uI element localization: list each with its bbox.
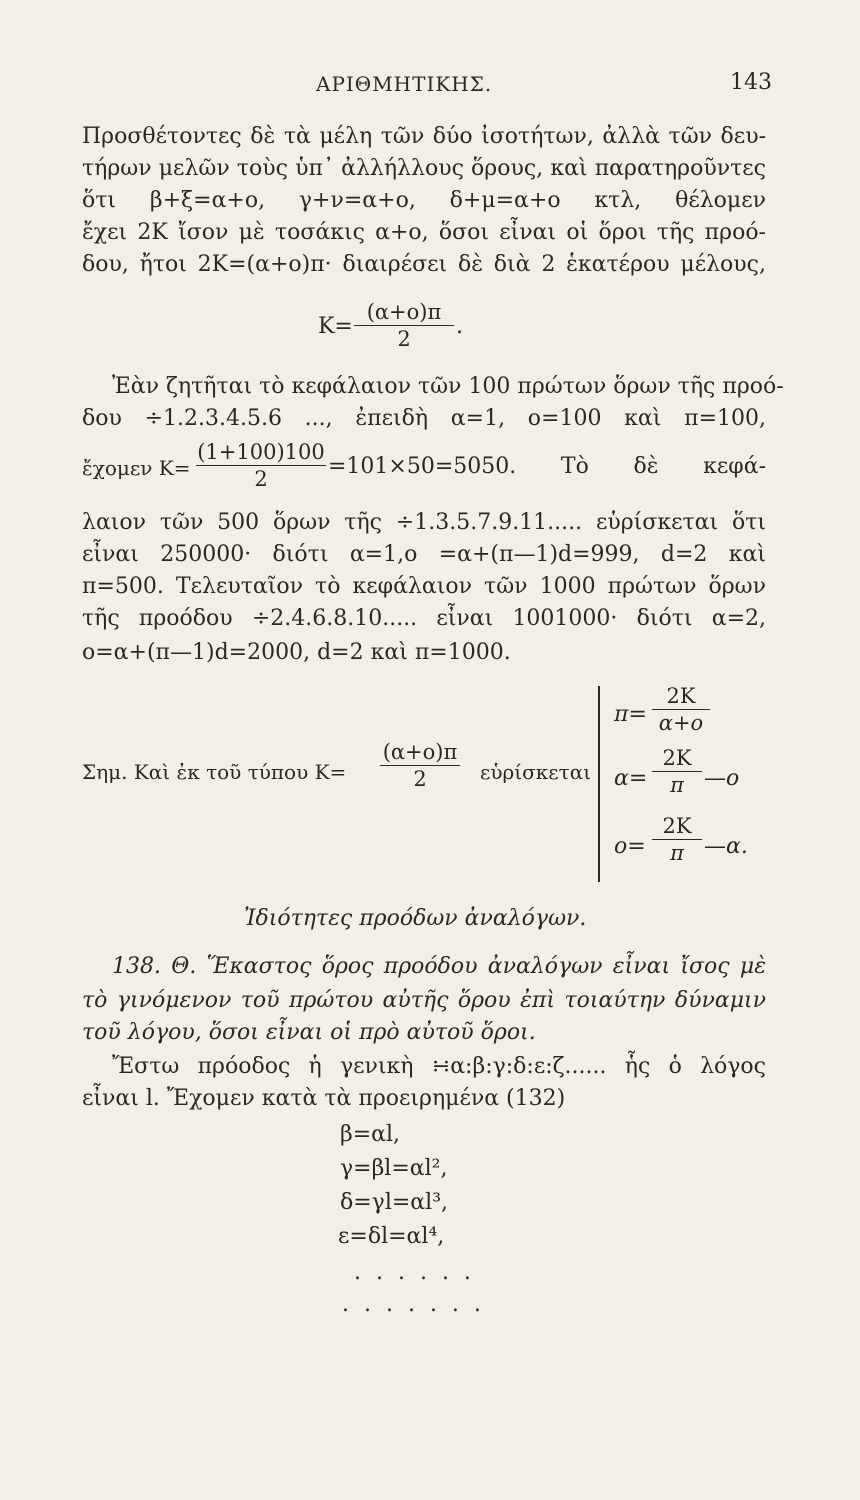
fraction	[196, 440, 326, 491]
text-line: π=500. Τελευταῖον τὸ κεφάλαιον τῶν 1000 πρώτων ὅρων	[82, 574, 766, 599]
fraction-bar	[196, 465, 326, 466]
text-line: Ἐὰν ζητῆται τὸ κεφάλαιον τῶν 100 πρώτων ὅρων τῆς προό-	[112, 374, 784, 399]
text-line: τήρων μελῶν τοὺς ὑπ᾿ ἀλλήλλους ὅρους, καὶ παρατηροῦντες	[82, 156, 766, 181]
fraction-numerator: 2Κ	[666, 684, 696, 708]
ellipsis-row: . . . . . . .	[342, 1292, 485, 1317]
formula-end: .	[456, 314, 463, 339]
fraction-numerator: (α+ο)π	[382, 740, 458, 764]
theorem-line: 138. Θ. Ἕκαστος ὅρος προόδου ἀναλόγων εἶναι ἴσος μὲ	[112, 954, 766, 979]
fraction-bar	[354, 325, 454, 326]
fraction-bar	[652, 771, 702, 772]
fraction-bar	[652, 839, 702, 840]
text-line: Ἔστω πρόοδος ἡ γενικὴ ∺α:β:γ:δ:ε:ζ...... ἧς ὁ λόγος	[112, 1054, 766, 1079]
theorem-line: τὸ γινόμενον τοῦ πρώτου αὐτῆς ὅρου ἐπὶ τοιαύτην δύναμιν	[82, 988, 766, 1013]
running-header: ΑΡΙΘΜΗΤΙΚΗΣ.	[316, 72, 493, 96]
fraction-denominator: π	[670, 841, 684, 865]
text-line: ο=α+(π—1)d=2000, d=2 καὶ π=1000.	[82, 640, 511, 665]
equation: δ=γl=αl³,	[340, 1190, 449, 1215]
fraction-bar	[380, 765, 460, 766]
fraction	[354, 300, 454, 351]
note-suffix: εὑρίσκεται	[480, 760, 592, 784]
formula-suffix: =101×50=5050. Τὸ δὲ κεφά-	[328, 454, 766, 479]
fraction	[652, 684, 710, 735]
result-tail: —α.	[704, 834, 748, 859]
text-line: ὅτι β+ξ=α+ο, γ+ν=α+ο, δ+μ=α+ο κτλ, θέλομεν	[82, 188, 766, 213]
text-line: Προσθέτοντες δὲ τὰ μέλη τῶν δύο ἰσοτήτων, ἀλλὰ τῶν δευ-	[82, 124, 766, 149]
theorem-line: τοῦ λόγου, ὅσοι εἶναι οἱ πρὸ αὐτοῦ ὅροι.	[82, 1020, 536, 1045]
text-line: εἶναι 250000· διότι α=1,ο =α+(π—1)d=999, d=2 καὶ	[82, 542, 766, 567]
fraction	[652, 746, 702, 797]
brace	[598, 686, 600, 882]
text-line: λαιον τῶν 500 ὅρων τῆς ÷1.3.5.7.9.11..... εὑρίσκεται ὅτι	[82, 510, 766, 535]
text-line: δου ÷1.2.3.4.5.6 ..., ἐπειδὴ α=1, ο=100 καὶ π=100,	[82, 406, 766, 431]
fraction-denominator: π	[670, 773, 684, 797]
fraction	[380, 740, 460, 791]
ellipsis-row: . . . . . .	[354, 1260, 475, 1285]
fraction-numerator: 2Κ	[662, 746, 692, 770]
formula-prefix: ἔχομεν Κ=	[82, 456, 191, 480]
result-lhs: α=	[614, 766, 648, 791]
result-lhs: π=	[614, 702, 647, 727]
formula-lhs: Κ=	[318, 314, 353, 339]
fraction-bar	[652, 709, 710, 710]
fraction-denominator: α+ο	[658, 711, 704, 735]
fraction-numerator: (1+100)100	[197, 440, 325, 464]
text-line: δου, ἤτοι 2Κ=(α+ο)π· διαιρέσει δὲ διὰ 2 ἑκατέρου μέλους,	[82, 252, 766, 277]
fraction-denominator: 2	[413, 767, 427, 791]
text-line: εἶναι l. Ἔχομεν κατὰ τὰ προειρημένα (132)	[82, 1086, 566, 1111]
fraction-denominator: 2	[397, 327, 411, 351]
text-line: τῆς προόδου ÷2.4.6.8.10..... εἶναι 1001000· διότι α=2,	[82, 606, 766, 631]
result-lhs: ο=	[614, 834, 646, 859]
equation: ε=δl=αl⁴,	[338, 1224, 445, 1249]
equation: γ=βl=αl²,	[340, 1156, 448, 1181]
fraction-denominator: 2	[254, 467, 268, 491]
section-title: Ἰδιότητες προόδων ἀναλόγων.	[244, 906, 587, 931]
fraction	[652, 814, 702, 865]
result-tail: —ο	[704, 766, 740, 791]
equation: β=αl,	[340, 1122, 401, 1147]
text-line: ἔχει 2Κ ἴσον μὲ τοσάκις α+ο, ὅσοι εἶναι οἱ ὅροι τῆς προό-	[82, 220, 766, 245]
page-number: 143	[730, 70, 772, 95]
note-prefix: Σημ. Καὶ ἐκ τοῦ τύπου Κ=	[82, 760, 347, 784]
fraction-numerator: (α+ο)π	[366, 300, 442, 324]
fraction-numerator: 2Κ	[662, 814, 692, 838]
